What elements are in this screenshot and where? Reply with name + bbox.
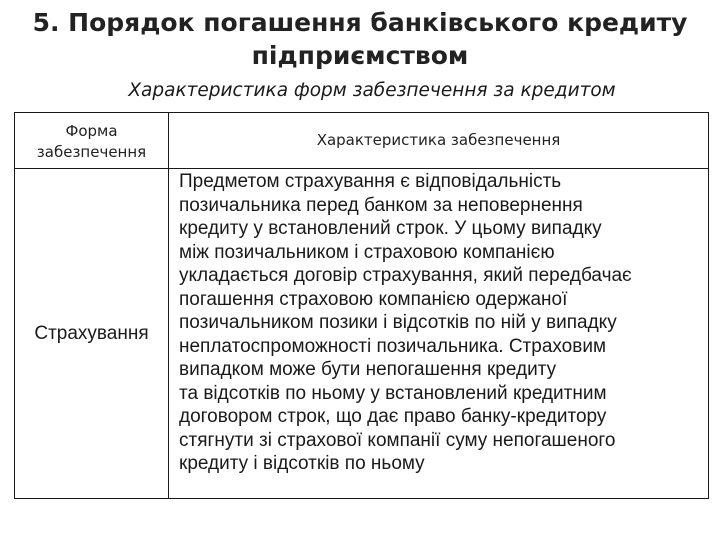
description-line: між позичальником і страховою компанією	[179, 241, 555, 263]
description-line: неплатоспроможності позичальника. Страховим	[179, 335, 607, 357]
form-cell: Страхування	[15, 169, 169, 499]
description-line: Предметом страхування є відповідальність	[179, 171, 562, 192]
header-form-line-2: забезпечення	[36, 142, 147, 161]
description-line: кредиту і відсотків по ньому	[179, 453, 425, 474]
description-line: випадком може бути непогашення кредиту	[179, 359, 557, 380]
description-line: позичальником позики і відсотків по ній у випадку	[179, 312, 617, 333]
slide-title-line-2: підприємством	[251, 41, 469, 70]
description-line: кредиту у встановлений строк. У цьому випадку	[179, 218, 602, 239]
slide-title-line-1: 5. Порядок погашення банківського кредиту	[32, 8, 688, 37]
table-header-row	[15, 113, 709, 169]
table-caption: Характеристика форм забезпечення за кредитом	[128, 80, 616, 101]
description-line: та відсотків по ньому у встановлений кредитним	[179, 382, 607, 404]
description-line: укладається договір страхування, який передбачає	[179, 265, 632, 286]
description-cell	[169, 169, 709, 499]
slide-title	[0, 6, 720, 72]
header-form-line-1: Форма	[65, 121, 118, 140]
header-characteristic-cell: Характеристика забезпечення	[169, 113, 709, 169]
description-line: стягнути зі страхової компанії суму непогашеного	[179, 429, 616, 451]
description-line: договором строк, що дає право банку-кредитору	[179, 406, 607, 427]
description-line: погашення страховою компанією одержаної	[179, 288, 568, 310]
description-line: позичальника перед банком за неповернення	[179, 194, 583, 216]
header-form-cell	[15, 113, 169, 169]
table-row	[15, 169, 709, 499]
collateral-forms-table	[14, 112, 709, 499]
